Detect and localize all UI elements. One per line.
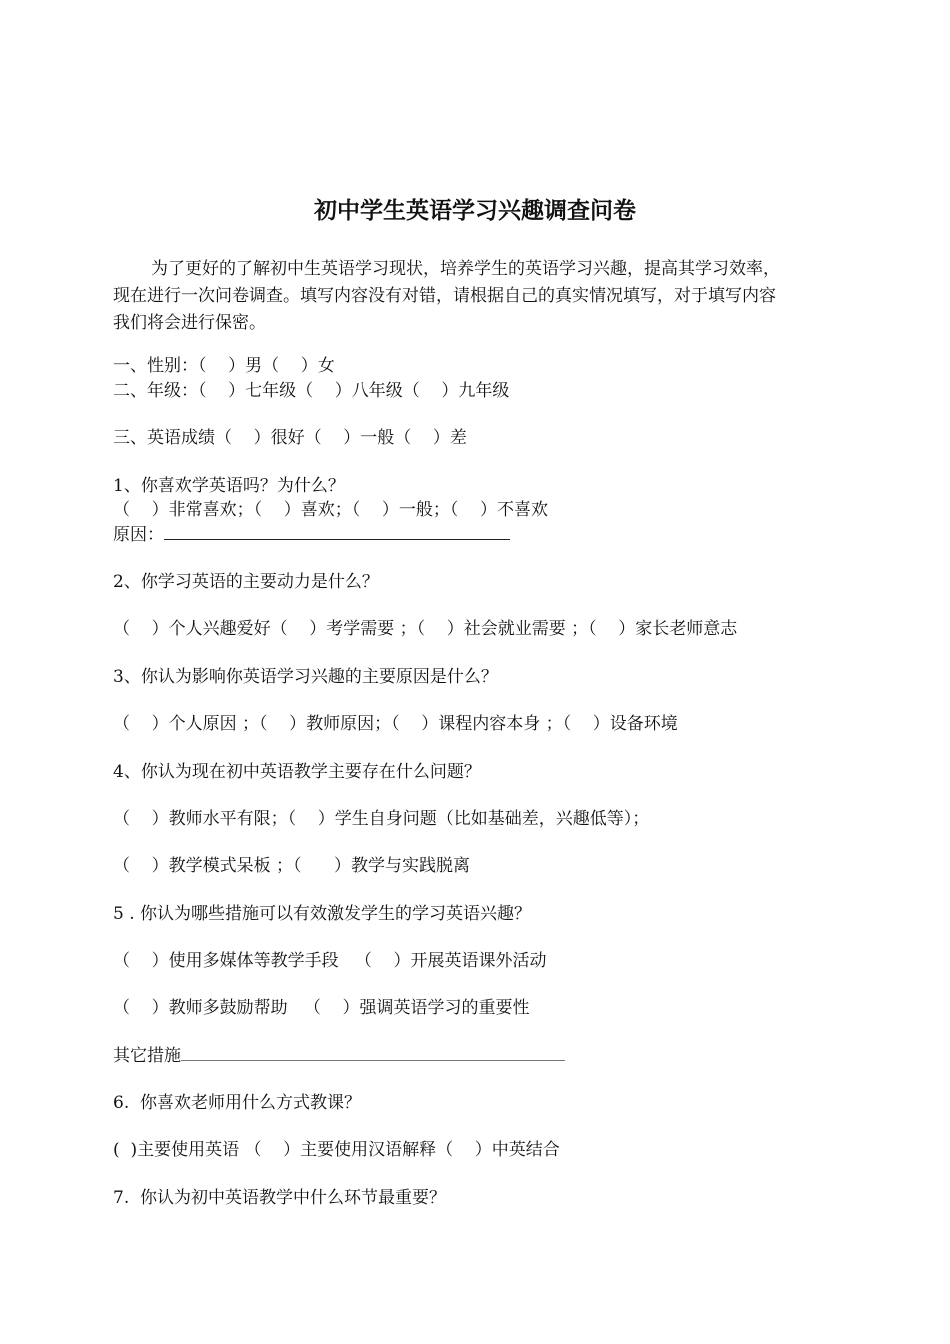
question-6-options: ( )主要使用英语 （ ）主要使用汉语解释（ ）中英结合: [113, 1140, 560, 1160]
question-1-options: （ ）非常喜欢；（ ）喜欢；（ ）一般；（ ）不喜欢: [113, 500, 548, 520]
question-2: 2、你学习英语的主要动力是什么？: [113, 572, 379, 592]
question-3-options: （ ）个人原因 ；（ ）教师原因；（ ）课程内容本身 ；（ ）设备环境: [113, 714, 678, 734]
question-5: 5 . 你认为哪些措施可以有效激发学生的学习英语兴趣？: [113, 904, 532, 924]
question-4: 4、你认为现在初中英语教学主要存在什么问题？: [113, 762, 481, 782]
page-title: 初中学生英语学习兴趣调查问卷: [314, 197, 636, 224]
question-4-options-b: （ ）教学模式呆板 ；（ ）教学与实践脱离: [113, 856, 470, 876]
intro-line: 现在进行一次问卷调查。填写内容没有对错，请根据自己的真实情况填写，对于填写内容: [113, 286, 776, 306]
question-7: 7. 你认为初中英语教学中什么环节最重要？: [113, 1188, 447, 1208]
other-measures-label: 其它措施: [113, 1046, 181, 1066]
reason-label: 原因：: [113, 525, 164, 545]
question-2-options: （ ）个人兴趣爱好（ ）考学需要 ；（ ）社会就业需要 ；（ ）家长老师意志: [113, 619, 738, 639]
other-measures-field: [113, 1043, 853, 1068]
reason-blank-line: [164, 522, 510, 540]
intro-line: 为了更好的了解初中生英语学习现状，培养学生的英语学习兴趣，提高其学习效率，: [151, 259, 780, 279]
question-5-options-b: （ ）教师多鼓励帮助 （ ）强调英语学习的重要性: [113, 998, 530, 1018]
question-4-options-a: （ ）教师水平有限；（ ）学生自身问题（比如基础差，兴趣低等）；: [113, 809, 650, 829]
intro-line: 我们将会进行保密。: [113, 313, 266, 333]
other-measures-blank-line: [181, 1043, 565, 1061]
score-question: 三、英语成绩（ ）很好（ ）一般（ ）差: [113, 428, 467, 448]
grade-question: 二、年级：（ ）七年级（ ）八年级（ ）九年级: [113, 381, 510, 401]
question-3: 3、你认为影响你英语学习兴趣的主要原因是什么？: [113, 667, 498, 687]
intro-paragraph: [113, 256, 841, 337]
reason-field: [113, 522, 853, 547]
question-6: 6. 你喜欢老师用什么方式教课？: [113, 1093, 362, 1113]
gender-question: 一、性别：（ ）男（ ）女: [113, 356, 335, 376]
question-5-options-a: （ ）使用多媒体等教学手段 （ ）开展英语课外活动: [113, 951, 547, 971]
question-1: 1、你喜欢学英语吗？为什么？: [113, 476, 345, 496]
